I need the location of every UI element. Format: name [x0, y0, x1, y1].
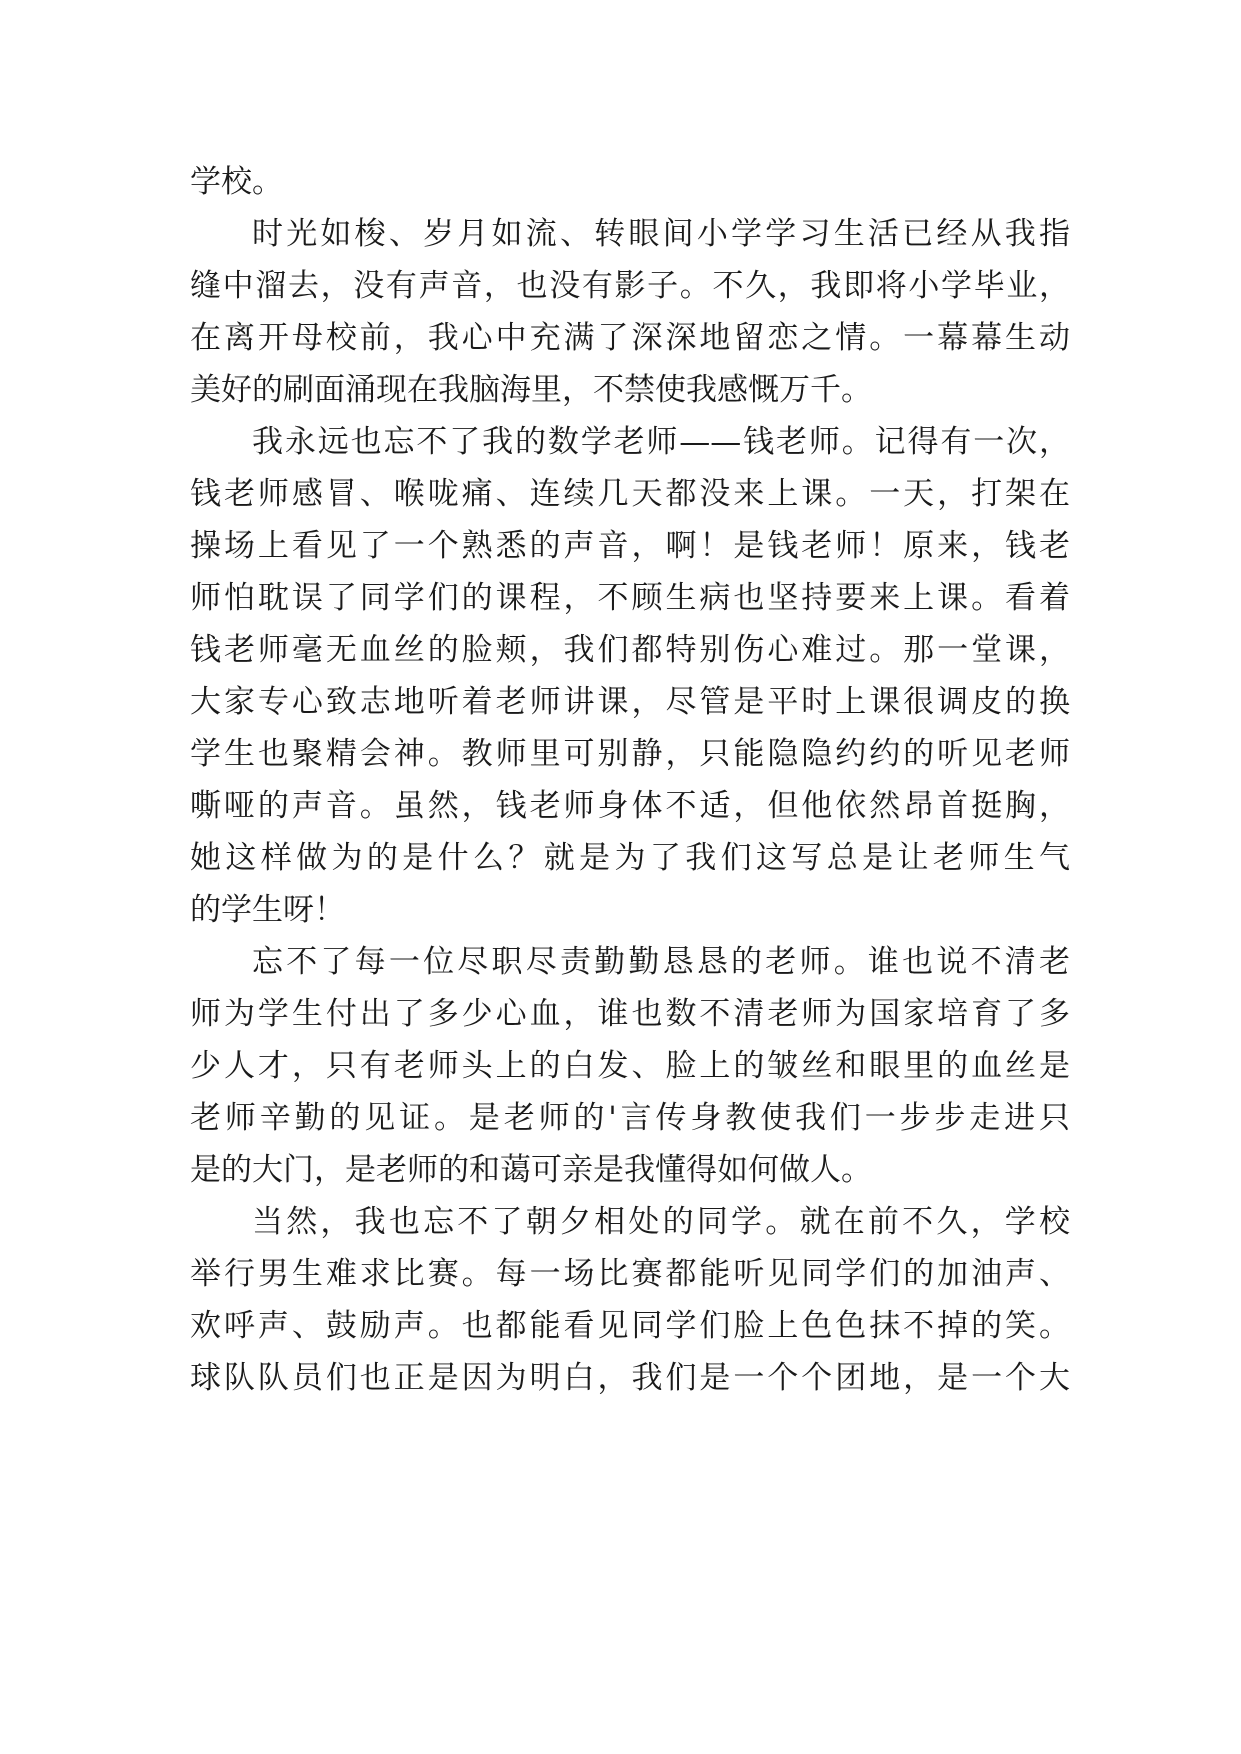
text-line: 钱老师毫无血丝的脸颊，我们都特别伤心难过。那一堂课， [190, 632, 1070, 668]
text-line: 钱老师感冒、喉咙痛、连续几天都没来上课。一天，打架在 [190, 476, 1070, 512]
text-line: 举行男生难求比赛。每一场比赛都能听见同学们的加油声、 [190, 1256, 1070, 1292]
text-line: 美好的刷面涌现在我脑海里，不禁使我感慨万千。 [190, 372, 872, 408]
text-line: 时光如梭、岁月如流、转眼间小学学习生活已经从我指 [252, 216, 1070, 252]
text-line: 忘不了每一位尽职尽责勤勤恳恳的老师。谁也说不清老 [252, 944, 1070, 980]
text-line: 我永远也忘不了我的数学老师——钱老师。记得有一次， [252, 424, 1070, 460]
text-line: 的学生呀！ [190, 892, 345, 928]
text-line: 操场上看见了一个熟悉的声音，啊！是钱老师！原来，钱老 [190, 528, 1070, 564]
text-line: 球队队员们也正是因为明白，我们是一个个团地，是一个大 [190, 1360, 1070, 1396]
body-text [190, 156, 1070, 1404]
text-line: 师怕耽误了同学们的课程，不顾生病也坚持要来上课。看着 [190, 580, 1070, 616]
text-line: 是的大门，是老师的和蔼可亲是我懂得如何做人。 [190, 1152, 872, 1188]
text-line: 在离开母校前，我心中充满了深深地留恋之情。一幕幕生动 [190, 320, 1070, 356]
text-line: 嘶哑的声音。虽然，钱老师身体不适，但他依然昂首挺胸， [190, 788, 1070, 824]
text-line: 欢呼声、鼓励声。也都能看见同学们脸上色色抹不掉的笑。 [190, 1308, 1070, 1344]
text-line: 学生也聚精会神。教师里可别静，只能隐隐约约的听见老师 [190, 736, 1070, 772]
text-line: 缝中溜去，没有声音，也没有影子。不久，我即将小学毕业， [190, 268, 1070, 304]
text-line: 学校。 [190, 164, 283, 200]
text-line: 老师辛勤的见证。是老师的'言传身教使我们一步步走进只 [190, 1100, 1070, 1136]
text-line: 大家专心致志地听着老师讲课，尽管是平时上课很调皮的换 [190, 684, 1070, 720]
text-line: 她这样做为的是什么？就是为了我们这写总是让老师生气 [190, 840, 1070, 876]
text-line: 师为学生付出了多少心血，谁也数不清老师为国家培育了多 [190, 996, 1070, 1032]
text-line: 少人才，只有老师头上的白发、脸上的皱丝和眼里的血丝是 [190, 1048, 1070, 1084]
text-line: 当然，我也忘不了朝夕相处的同学。就在前不久，学校 [252, 1204, 1070, 1240]
